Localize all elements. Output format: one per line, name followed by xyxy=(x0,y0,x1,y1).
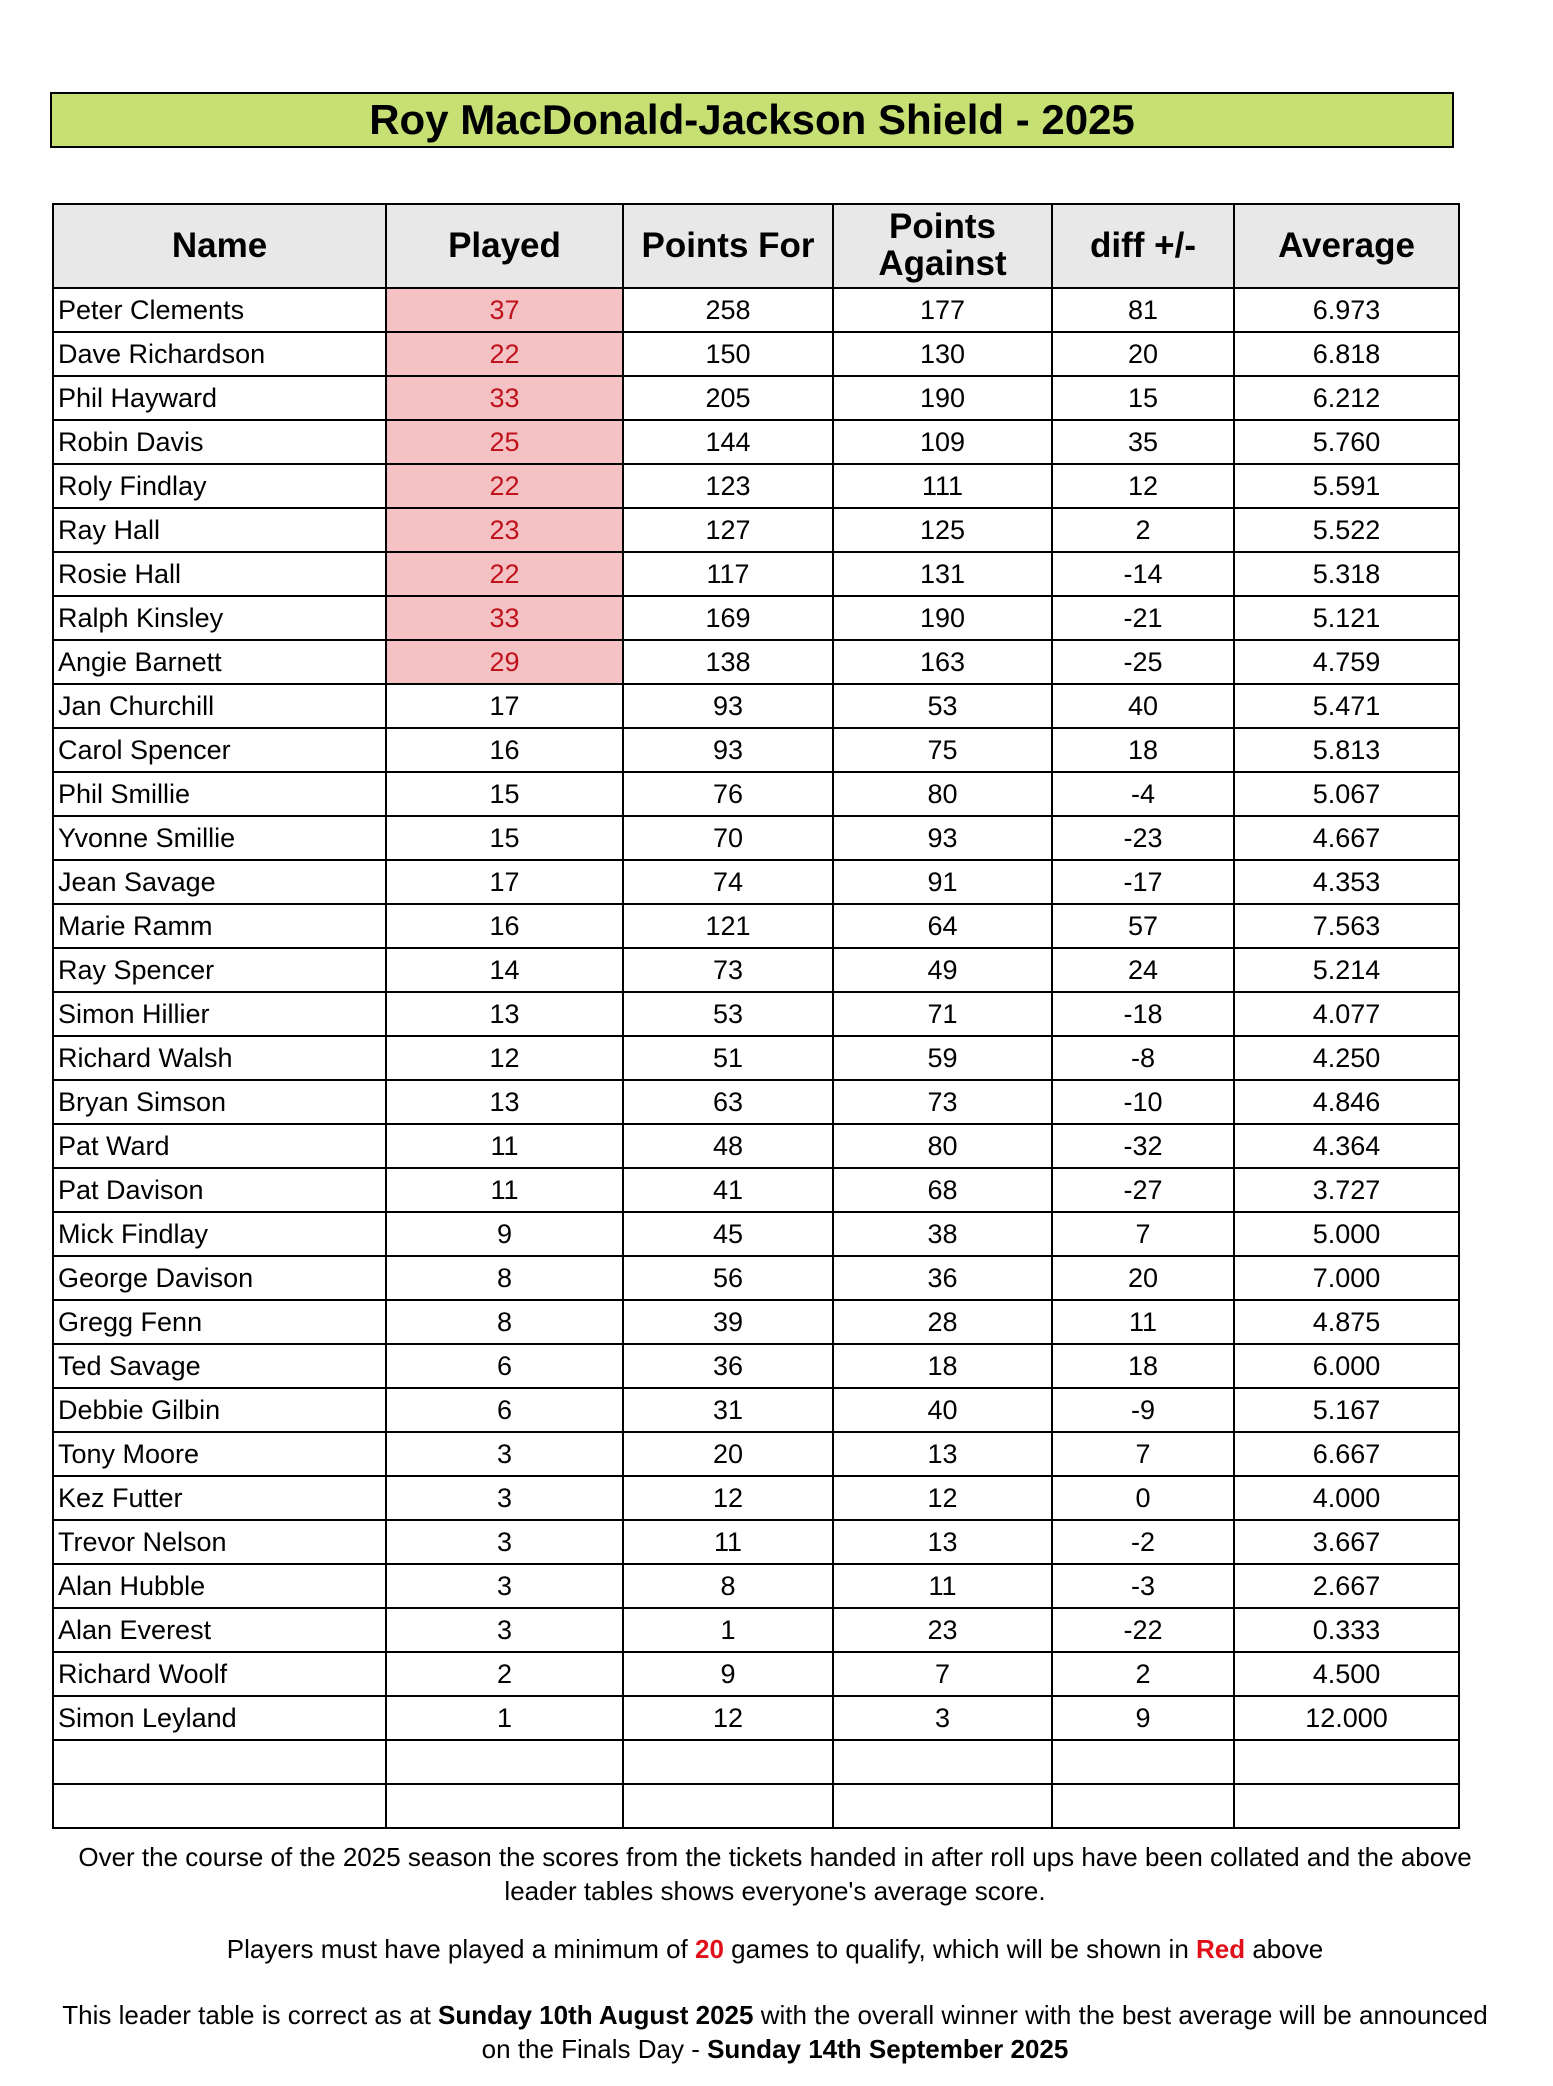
table-row xyxy=(53,1300,1459,1344)
cell-points-for: 93 xyxy=(623,728,833,772)
cell-name: Alan Hubble xyxy=(53,1564,386,1608)
cell-points-for: 70 xyxy=(623,816,833,860)
cell-diff: -21 xyxy=(1052,596,1234,640)
cell-average: 6.000 xyxy=(1234,1344,1459,1388)
cell-points-against: 28 xyxy=(833,1300,1052,1344)
cell-diff: -32 xyxy=(1052,1124,1234,1168)
cell-average: 7.563 xyxy=(1234,904,1459,948)
cell-average: 4.667 xyxy=(1234,816,1459,860)
cell-points-for: 121 xyxy=(623,904,833,948)
cell-points-for: 8 xyxy=(623,1564,833,1608)
cell-name: Simon Hillier xyxy=(53,992,386,1036)
cell-diff: -8 xyxy=(1052,1036,1234,1080)
cell-played: 16 xyxy=(386,904,623,948)
cell-diff: -14 xyxy=(1052,552,1234,596)
cell-diff: -23 xyxy=(1052,816,1234,860)
cell-name: Trevor Nelson xyxy=(53,1520,386,1564)
cell-played: 33 xyxy=(386,596,623,640)
column-header-points-against: Points Against xyxy=(833,204,1052,288)
cell-name: Mick Findlay xyxy=(53,1212,386,1256)
note-2-text-b: games to qualify, which will be shown in xyxy=(723,1934,1196,1964)
cell-points-against: 3 xyxy=(833,1696,1052,1740)
table-row xyxy=(53,948,1459,992)
cell-points-against: 190 xyxy=(833,376,1052,420)
cell-played: 15 xyxy=(386,772,623,816)
empty-cell xyxy=(1234,1784,1459,1828)
cell-average: 5.000 xyxy=(1234,1212,1459,1256)
cell-played: 17 xyxy=(386,860,623,904)
cell-average: 5.214 xyxy=(1234,948,1459,992)
table-row xyxy=(53,640,1459,684)
cell-points-against: 109 xyxy=(833,420,1052,464)
cell-average: 5.067 xyxy=(1234,772,1459,816)
table-date: Sunday 10th August 2025 xyxy=(438,2000,754,2030)
cell-diff: 15 xyxy=(1052,376,1234,420)
cell-points-against: 7 xyxy=(833,1652,1052,1696)
note-paragraph-2 xyxy=(60,1932,1490,1966)
cell-average: 4.759 xyxy=(1234,640,1459,684)
empty-cell xyxy=(833,1740,1052,1784)
table-row xyxy=(53,332,1459,376)
cell-points-for: 150 xyxy=(623,332,833,376)
cell-points-against: 93 xyxy=(833,816,1052,860)
empty-row xyxy=(53,1784,1459,1828)
table-row xyxy=(53,728,1459,772)
cell-average: 2.667 xyxy=(1234,1564,1459,1608)
table-row xyxy=(53,684,1459,728)
cell-points-for: 11 xyxy=(623,1520,833,1564)
cell-name: Kez Futter xyxy=(53,1476,386,1520)
cell-played: 11 xyxy=(386,1168,623,1212)
cell-name: Phil Smillie xyxy=(53,772,386,816)
cell-points-against: 12 xyxy=(833,1476,1052,1520)
cell-played: 15 xyxy=(386,816,623,860)
cell-average: 0.333 xyxy=(1234,1608,1459,1652)
cell-name: Ray Hall xyxy=(53,508,386,552)
cell-average: 7.000 xyxy=(1234,1256,1459,1300)
finals-date: Sunday 14th September 2025 xyxy=(707,2034,1069,2064)
cell-points-against: 68 xyxy=(833,1168,1052,1212)
cell-diff: -4 xyxy=(1052,772,1234,816)
cell-name: Phil Hayward xyxy=(53,376,386,420)
table-row xyxy=(53,596,1459,640)
cell-points-for: 93 xyxy=(623,684,833,728)
cell-name: Yvonne Smillie xyxy=(53,816,386,860)
cell-points-for: 56 xyxy=(623,1256,833,1300)
cell-name: Richard Walsh xyxy=(53,1036,386,1080)
cell-name: Gregg Fenn xyxy=(53,1300,386,1344)
cell-average: 5.760 xyxy=(1234,420,1459,464)
cell-average: 6.212 xyxy=(1234,376,1459,420)
note-paragraph-1: Over the course of the 2025 season the scores from the tickets handed in after roll ups have been collated and the above leader tables shows everyone's average score. xyxy=(78,1842,1472,1906)
cell-points-against: 130 xyxy=(833,332,1052,376)
cell-diff: -2 xyxy=(1052,1520,1234,1564)
table-row xyxy=(53,1652,1459,1696)
cell-diff: 12 xyxy=(1052,464,1234,508)
cell-average: 4.353 xyxy=(1234,860,1459,904)
cell-diff: 9 xyxy=(1052,1696,1234,1740)
cell-diff: -17 xyxy=(1052,860,1234,904)
cell-name: Robin Davis xyxy=(53,420,386,464)
cell-name: Simon Leyland xyxy=(53,1696,386,1740)
cell-played: 23 xyxy=(386,508,623,552)
cell-name: Carol Spencer xyxy=(53,728,386,772)
table-row xyxy=(53,1080,1459,1124)
cell-played: 8 xyxy=(386,1300,623,1344)
cell-played: 3 xyxy=(386,1432,623,1476)
cell-points-for: 20 xyxy=(623,1432,833,1476)
empty-cell xyxy=(53,1740,386,1784)
cell-points-against: 111 xyxy=(833,464,1052,508)
cell-points-for: 9 xyxy=(623,1652,833,1696)
cell-points-for: 51 xyxy=(623,1036,833,1080)
cell-points-against: 131 xyxy=(833,552,1052,596)
cell-diff: 35 xyxy=(1052,420,1234,464)
cell-name: Pat Davison xyxy=(53,1168,386,1212)
cell-diff: -25 xyxy=(1052,640,1234,684)
cell-played: 11 xyxy=(386,1124,623,1168)
cell-played: 13 xyxy=(386,992,623,1036)
note-3-text-a: This leader table is correct as at xyxy=(62,2000,439,2030)
cell-name: Ted Savage xyxy=(53,1344,386,1388)
cell-average: 5.167 xyxy=(1234,1388,1459,1432)
empty-cell xyxy=(623,1740,833,1784)
cell-played: 1 xyxy=(386,1696,623,1740)
cell-name: Alan Everest xyxy=(53,1608,386,1652)
cell-diff: 0 xyxy=(1052,1476,1234,1520)
cell-name: Bryan Simson xyxy=(53,1080,386,1124)
empty-cell xyxy=(1234,1740,1459,1784)
table-row xyxy=(53,552,1459,596)
cell-name: George Davison xyxy=(53,1256,386,1300)
cell-diff: 20 xyxy=(1052,1256,1234,1300)
table-row xyxy=(53,772,1459,816)
cell-name: Debbie Gilbin xyxy=(53,1388,386,1432)
cell-points-against: 38 xyxy=(833,1212,1052,1256)
cell-average: 4.077 xyxy=(1234,992,1459,1036)
empty-row xyxy=(53,1740,1459,1784)
cell-average: 4.364 xyxy=(1234,1124,1459,1168)
cell-name: Rosie Hall xyxy=(53,552,386,596)
cell-diff: -9 xyxy=(1052,1388,1234,1432)
table-row xyxy=(53,992,1459,1036)
table-row xyxy=(53,1432,1459,1476)
cell-name: Roly Findlay xyxy=(53,464,386,508)
cell-diff: 18 xyxy=(1052,1344,1234,1388)
minimum-games-value: 20 xyxy=(695,1934,724,1964)
table-row xyxy=(53,1564,1459,1608)
cell-points-for: 123 xyxy=(623,464,833,508)
note-2-text-c: above xyxy=(1245,1934,1324,1964)
empty-cell xyxy=(833,1784,1052,1828)
cell-average: 5.318 xyxy=(1234,552,1459,596)
table-row xyxy=(53,1036,1459,1080)
table-row xyxy=(53,1388,1459,1432)
table-row xyxy=(53,288,1459,332)
cell-points-against: 13 xyxy=(833,1432,1052,1476)
column-header-played: Played xyxy=(386,204,623,288)
cell-points-for: 41 xyxy=(623,1168,833,1212)
header-row xyxy=(53,204,1459,288)
cell-average: 5.522 xyxy=(1234,508,1459,552)
cell-played: 3 xyxy=(386,1608,623,1652)
cell-played: 25 xyxy=(386,420,623,464)
empty-cell xyxy=(386,1740,623,1784)
cell-played: 22 xyxy=(386,552,623,596)
cell-diff: 40 xyxy=(1052,684,1234,728)
cell-diff: -3 xyxy=(1052,1564,1234,1608)
cell-average: 3.727 xyxy=(1234,1168,1459,1212)
cell-points-for: 48 xyxy=(623,1124,833,1168)
cell-played: 3 xyxy=(386,1564,623,1608)
cell-points-for: 258 xyxy=(623,288,833,332)
cell-name: Peter Clements xyxy=(53,288,386,332)
cell-points-against: 53 xyxy=(833,684,1052,728)
cell-points-against: 40 xyxy=(833,1388,1052,1432)
table-row xyxy=(53,1344,1459,1388)
cell-played: 16 xyxy=(386,728,623,772)
cell-points-against: 64 xyxy=(833,904,1052,948)
cell-average: 12.000 xyxy=(1234,1696,1459,1740)
note-2-text-a: Players must have played a minimum of xyxy=(226,1934,695,1964)
table-row xyxy=(53,1256,1459,1300)
cell-diff: 7 xyxy=(1052,1432,1234,1476)
cell-points-for: 76 xyxy=(623,772,833,816)
cell-diff: 81 xyxy=(1052,288,1234,332)
cell-diff: -22 xyxy=(1052,1608,1234,1652)
cell-average: 3.667 xyxy=(1234,1520,1459,1564)
cell-average: 4.875 xyxy=(1234,1300,1459,1344)
cell-points-against: 23 xyxy=(833,1608,1052,1652)
red-keyword: Red xyxy=(1196,1934,1246,1964)
cell-points-for: 12 xyxy=(623,1696,833,1740)
cell-points-for: 73 xyxy=(623,948,833,992)
cell-played: 12 xyxy=(386,1036,623,1080)
cell-points-for: 53 xyxy=(623,992,833,1036)
cell-points-for: 1 xyxy=(623,1608,833,1652)
cell-points-for: 39 xyxy=(623,1300,833,1344)
cell-played: 14 xyxy=(386,948,623,992)
cell-played: 2 xyxy=(386,1652,623,1696)
cell-name: Ralph Kinsley xyxy=(53,596,386,640)
column-header-name: Name xyxy=(53,204,386,288)
cell-points-for: 12 xyxy=(623,1476,833,1520)
cell-points-against: 80 xyxy=(833,772,1052,816)
cell-name: Ray Spencer xyxy=(53,948,386,992)
cell-played: 29 xyxy=(386,640,623,684)
cell-played: 13 xyxy=(386,1080,623,1124)
cell-diff: -27 xyxy=(1052,1168,1234,1212)
cell-played: 3 xyxy=(386,1476,623,1520)
cell-diff: 18 xyxy=(1052,728,1234,772)
page-title: Roy MacDonald-Jackson Shield - 2025 xyxy=(50,92,1454,148)
cell-average: 5.591 xyxy=(1234,464,1459,508)
cell-average: 4.000 xyxy=(1234,1476,1459,1520)
cell-name: Tony Moore xyxy=(53,1432,386,1476)
cell-points-against: 49 xyxy=(833,948,1052,992)
cell-points-against: 73 xyxy=(833,1080,1052,1124)
cell-points-for: 127 xyxy=(623,508,833,552)
cell-average: 5.813 xyxy=(1234,728,1459,772)
cell-played: 9 xyxy=(386,1212,623,1256)
cell-average: 5.121 xyxy=(1234,596,1459,640)
cell-diff: 2 xyxy=(1052,1652,1234,1696)
cell-played: 22 xyxy=(386,332,623,376)
table-row xyxy=(53,464,1459,508)
cell-name: Jean Savage xyxy=(53,860,386,904)
cell-played: 6 xyxy=(386,1388,623,1432)
table-row xyxy=(53,816,1459,860)
cell-name: Angie Barnett xyxy=(53,640,386,684)
cell-diff: 20 xyxy=(1052,332,1234,376)
cell-points-for: 63 xyxy=(623,1080,833,1124)
empty-cell xyxy=(386,1784,623,1828)
cell-average: 4.500 xyxy=(1234,1652,1459,1696)
cell-points-for: 138 xyxy=(623,640,833,684)
cell-name: Marie Ramm xyxy=(53,904,386,948)
cell-points-against: 11 xyxy=(833,1564,1052,1608)
leader-table xyxy=(52,203,1460,1829)
cell-diff: 57 xyxy=(1052,904,1234,948)
table-row xyxy=(53,1476,1459,1520)
cell-points-against: 163 xyxy=(833,640,1052,684)
cell-average: 5.471 xyxy=(1234,684,1459,728)
cell-diff: 11 xyxy=(1052,1300,1234,1344)
cell-played: 17 xyxy=(386,684,623,728)
cell-diff: 2 xyxy=(1052,508,1234,552)
cell-points-for: 31 xyxy=(623,1388,833,1432)
cell-diff: -18 xyxy=(1052,992,1234,1036)
table-row xyxy=(53,1124,1459,1168)
cell-name: Richard Woolf xyxy=(53,1652,386,1696)
note-3-text-b: with the overall winner with the best average will be announced on the Finals Day - xyxy=(481,2000,1488,2064)
table-row xyxy=(53,1168,1459,1212)
cell-points-against: 125 xyxy=(833,508,1052,552)
cell-points-for: 169 xyxy=(623,596,833,640)
cell-average: 6.973 xyxy=(1234,288,1459,332)
column-header-points-for: Points For xyxy=(623,204,833,288)
cell-average: 6.818 xyxy=(1234,332,1459,376)
cell-name: Jan Churchill xyxy=(53,684,386,728)
cell-points-for: 144 xyxy=(623,420,833,464)
cell-points-against: 36 xyxy=(833,1256,1052,1300)
cell-diff: -10 xyxy=(1052,1080,1234,1124)
cell-points-against: 75 xyxy=(833,728,1052,772)
cell-average: 6.667 xyxy=(1234,1432,1459,1476)
cell-points-against: 59 xyxy=(833,1036,1052,1080)
cell-points-for: 45 xyxy=(623,1212,833,1256)
column-header-diff: diff +/- xyxy=(1052,204,1234,288)
cell-points-for: 36 xyxy=(623,1344,833,1388)
cell-points-for: 74 xyxy=(623,860,833,904)
empty-cell xyxy=(1052,1740,1234,1784)
table-row xyxy=(53,1696,1459,1740)
cell-played: 6 xyxy=(386,1344,623,1388)
cell-diff: 7 xyxy=(1052,1212,1234,1256)
table-row xyxy=(53,1212,1459,1256)
cell-points-for: 205 xyxy=(623,376,833,420)
cell-played: 37 xyxy=(386,288,623,332)
empty-cell xyxy=(53,1784,386,1828)
table-row xyxy=(53,420,1459,464)
table-row xyxy=(53,904,1459,948)
cell-name: Pat Ward xyxy=(53,1124,386,1168)
table-body xyxy=(53,288,1459,1828)
cell-played: 22 xyxy=(386,464,623,508)
cell-average: 4.250 xyxy=(1234,1036,1459,1080)
cell-average: 4.846 xyxy=(1234,1080,1459,1124)
cell-points-against: 177 xyxy=(833,288,1052,332)
cell-points-against: 18 xyxy=(833,1344,1052,1388)
column-header-average: Average xyxy=(1234,204,1459,288)
table-row xyxy=(53,376,1459,420)
cell-played: 33 xyxy=(386,376,623,420)
table-row xyxy=(53,1520,1459,1564)
table-row xyxy=(53,508,1459,552)
cell-points-for: 117 xyxy=(623,552,833,596)
note-paragraph-3 xyxy=(60,1998,1490,2066)
cell-points-against: 91 xyxy=(833,860,1052,904)
cell-points-against: 80 xyxy=(833,1124,1052,1168)
table-row xyxy=(53,860,1459,904)
cell-name: Dave Richardson xyxy=(53,332,386,376)
cell-diff: 24 xyxy=(1052,948,1234,992)
cell-played: 8 xyxy=(386,1256,623,1300)
cell-points-against: 71 xyxy=(833,992,1052,1036)
table-row xyxy=(53,1608,1459,1652)
empty-cell xyxy=(623,1784,833,1828)
cell-points-against: 190 xyxy=(833,596,1052,640)
cell-points-against: 13 xyxy=(833,1520,1052,1564)
empty-cell xyxy=(1052,1784,1234,1828)
cell-played: 3 xyxy=(386,1520,623,1564)
